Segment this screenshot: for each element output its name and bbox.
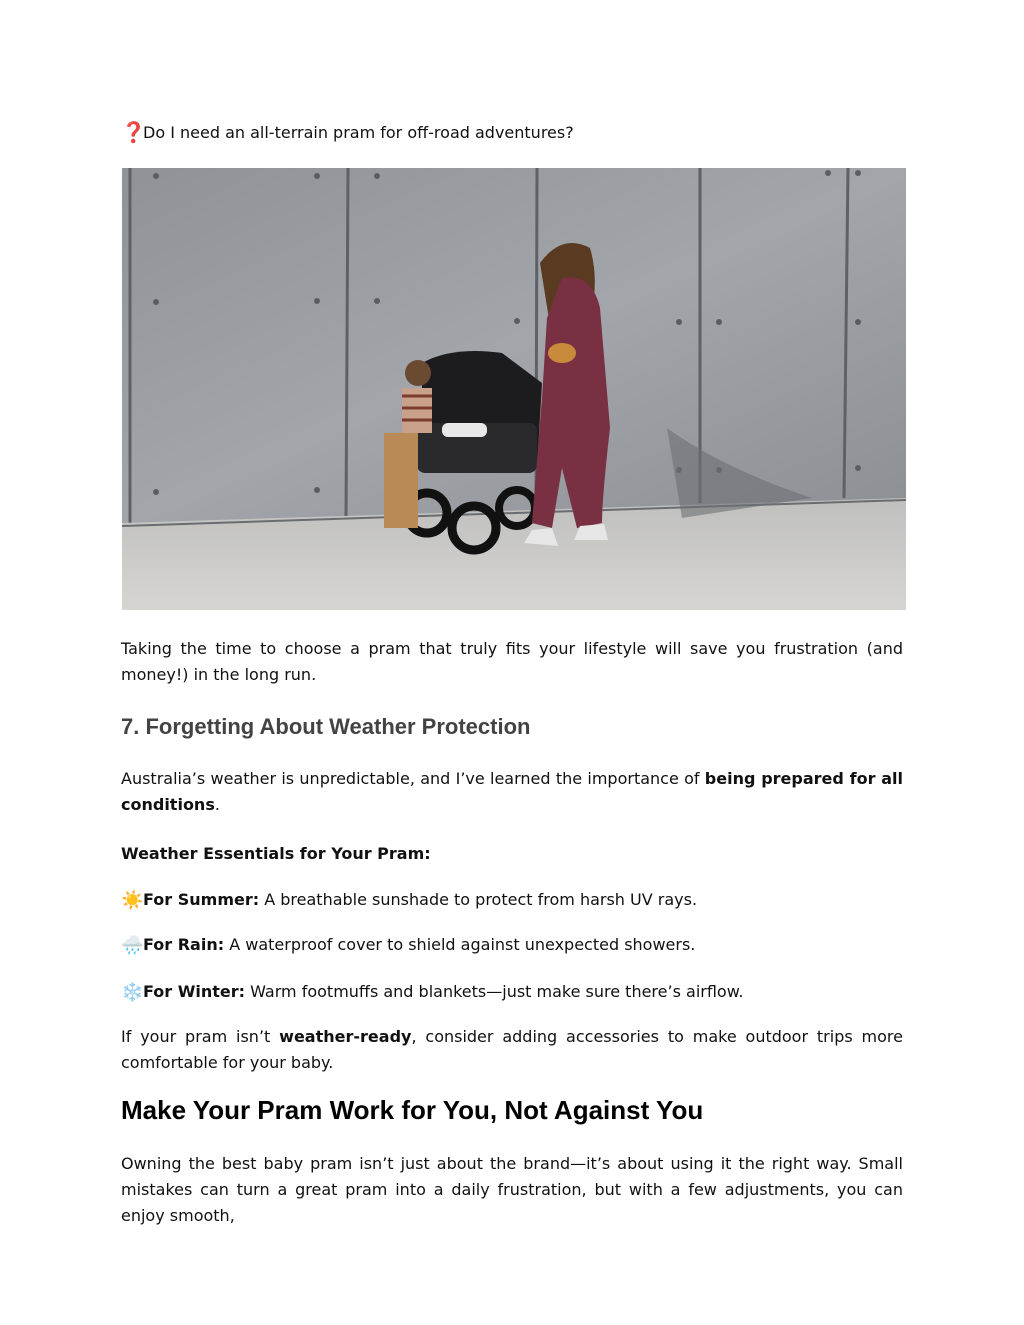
- weather-ready-paragraph: If your pram isn’t weather-ready, consider adding accessories to make outdoor trips more comfortable for your baby.: [121, 1027, 903, 1072]
- pram-photo: [122, 168, 906, 610]
- section7-heading: 7. Forgetting About Weather Protection: [121, 714, 531, 739]
- essential-item-winter: ❄️For Winter: Warm footmuffs and blankets—just make sure there’s airflow.: [121, 979, 903, 1006]
- sun-icon: ☀️: [121, 890, 144, 911]
- rain-cloud-icon: 🌧️: [121, 935, 144, 956]
- faq-question-text: Do I need an all-terrain pram for off-road adventures?: [143, 123, 574, 142]
- red-question-mark-icon: ❓: [121, 120, 146, 144]
- weather-paragraph: Australia’s weather is unpredictable, and I’ve learned the importance of being prepared for all conditions.: [121, 769, 903, 814]
- final-paragraph: Owning the best baby pram isn’t just about the brand—it’s about using it the right way. Small mistakes can turn a great pram into a daily frustration, but with a few adjustments, you can enjoy smooth,: [121, 1154, 903, 1225]
- essential-item-rain: 🌧️For Rain: A waterproof cover to shield against unexpected showers.: [121, 932, 903, 959]
- essentials-title: Weather Essentials for Your Pram:: [121, 844, 431, 863]
- faq-question: [121, 119, 903, 146]
- essential-item-summer: ☀️For Summer: A breathable sunshade to protect from harsh UV rays.: [121, 887, 903, 914]
- snowflake-icon: ❄️: [121, 982, 144, 1003]
- intro-paragraph: Taking the time to choose a pram that truly fits your lifestyle will save you frustration (and money!) in the long run.: [121, 639, 903, 684]
- final-section-heading: Make Your Pram Work for You, Not Against You: [121, 1095, 704, 1125]
